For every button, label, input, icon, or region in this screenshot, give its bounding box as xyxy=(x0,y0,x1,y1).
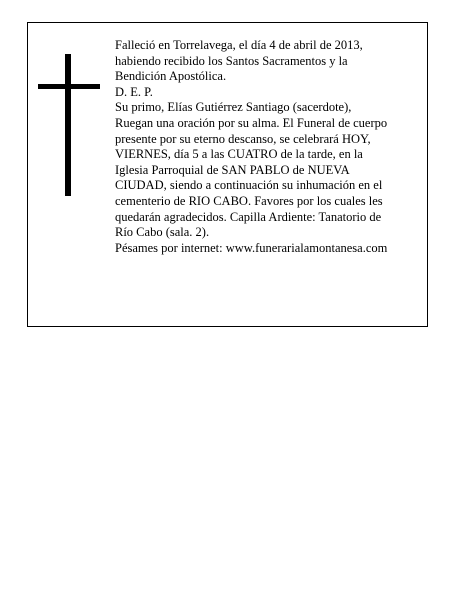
obituary-text xyxy=(115,38,427,256)
obituary-notice xyxy=(27,22,428,327)
cross-horizontal-bar xyxy=(38,84,100,89)
text-line: Iglesia Parroquial de SAN PABLO de NUEVA xyxy=(115,162,350,177)
text-line: cementerio de RIO CABO. Favores por los cuales les xyxy=(115,193,383,208)
text-line: Ruegan una oración por su alma. El Funeral de cuerpo xyxy=(115,115,388,130)
funeral-details-paragraph xyxy=(115,100,427,240)
text-line: Pésames por internet: www.funerarialamontanesa.com xyxy=(115,240,388,255)
text-line: presente por su eterno descanso, se celebrará HOY, xyxy=(115,131,371,146)
text-line: VIERNES, día 5 a las CUATRO de la tarde, en la xyxy=(115,147,363,162)
text-line: Falleció en Torrelavega, el día 4 de abril de 2013, xyxy=(115,38,363,52)
text-line: Río Cabo (sala. 2). xyxy=(115,225,210,240)
condolences-paragraph xyxy=(115,241,427,257)
dep-paragraph xyxy=(115,85,427,101)
text-line: Bendición Apostólica. xyxy=(115,69,227,84)
cross-vertical-bar xyxy=(65,54,71,196)
text-line: quedarán agradecidos. Capilla Ardiente: Tanatorio de xyxy=(115,209,382,224)
text-line: habiendo recibido los Santos Sacramentos y la xyxy=(115,53,348,68)
text-line: Su primo, Elías Gutiérrez Santiago (sacerdote), xyxy=(115,100,352,115)
text-line: CIUDAD, siendo a continuación su inhumación en el xyxy=(115,178,383,193)
text-line: D. E. P. xyxy=(115,84,153,99)
latin-cross-icon xyxy=(38,54,100,196)
announcement-paragraph xyxy=(115,38,427,85)
